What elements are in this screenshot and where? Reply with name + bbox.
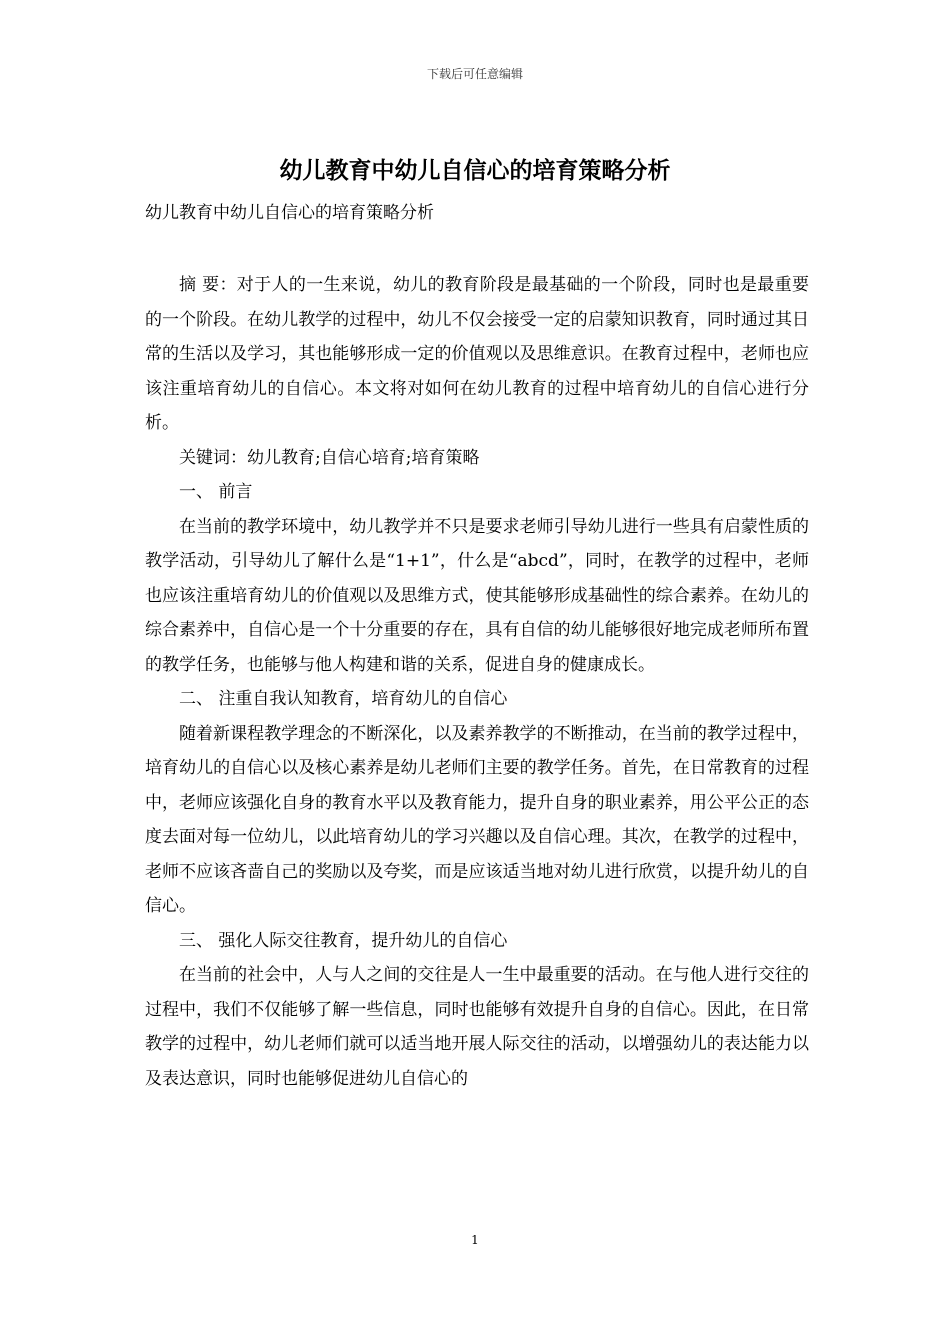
document-subtitle: 幼儿教育中幼儿自信心的培育策略分析	[145, 203, 434, 223]
section-body-3: 在当前的社会中，人与人之间的交往是人一生中最重要的活动。在与他人进行交往的过程中，我们不仅能够了解一些信息，同时也能够有效提升自身的自信心。因此，在日常教学的过程中，幼儿老师们就可以适当地开展人际交往的活动，以增强幼儿的表达能力以及表达意识，同时也能够促进幼儿自信心的	[145, 965, 809, 1089]
document-title: 幼儿教育中幼儿自信心的培育策略分析	[279, 157, 671, 184]
header-note: 下载后可任意编辑	[426, 67, 523, 81]
section-heading-2: 二、 注重自我认知教育，培育幼儿的自信心	[179, 689, 508, 709]
abstract-paragraph: 摘 要：对于人的一生来说，幼儿的教育阶段是最基础的一个阶段，同时也是最重要的一个阶段。在幼儿教学的过程中，幼儿不仅会接受一定的启蒙知识教育，同时通过其日常的生活以及学习，其也能够形成一定的价值观以及思维意识。在教育过程中，老师也应该注重培育幼儿的自信心。本文将对如何在幼儿教育的过程中培育幼儿的自信心进行分析。	[145, 275, 809, 433]
page-number: 1	[471, 1233, 479, 1247]
section-heading-1: 一、 前言	[179, 482, 253, 502]
section-body-1: 在当前的教学环境中，幼儿教学并不只是要求老师引导幼儿进行一些具有启蒙性质的教学活动，引导幼儿了解什么是“1+1”，什么是“abcd”，同时，在教学的过程中，老师也应该注重培育幼儿的价值观以及思维方式，使其能够形成基础性的综合素养。在幼儿的综合素养中，自信心是一个十分重要的存在，具有自信的幼儿能够很好地完成老师所布置的教学任务，也能够与他人构建和谐的关系，促进自身的健康成长。	[145, 516, 809, 675]
section-heading-3: 三、 强化人际交往教育，提升幼儿的自信心	[179, 930, 508, 951]
document-body	[145, 268, 809, 1096]
keywords-paragraph: 关键词：幼儿教育;自信心培育;培育策略	[179, 447, 480, 468]
section-body-2: 随着新课程教学理念的不断深化，以及素养教学的不断推动，在当前的教学过程中，培育幼儿的自信心以及核心素养是幼儿老师们主要的教学任务。首先，在日常教育的过程中，老师应该强化自身的教育水平以及教育能力，提升自身的职业素养，用公平公正的态度去面对每一位幼儿，以此培育幼儿的学习兴趣以及自信心理。其次，在教学的过程中，老师不应该吝啬自己的奖励以及夸奖，而是应该适当地对幼儿进行欣赏，以提升幼儿的自信心。	[145, 723, 809, 916]
